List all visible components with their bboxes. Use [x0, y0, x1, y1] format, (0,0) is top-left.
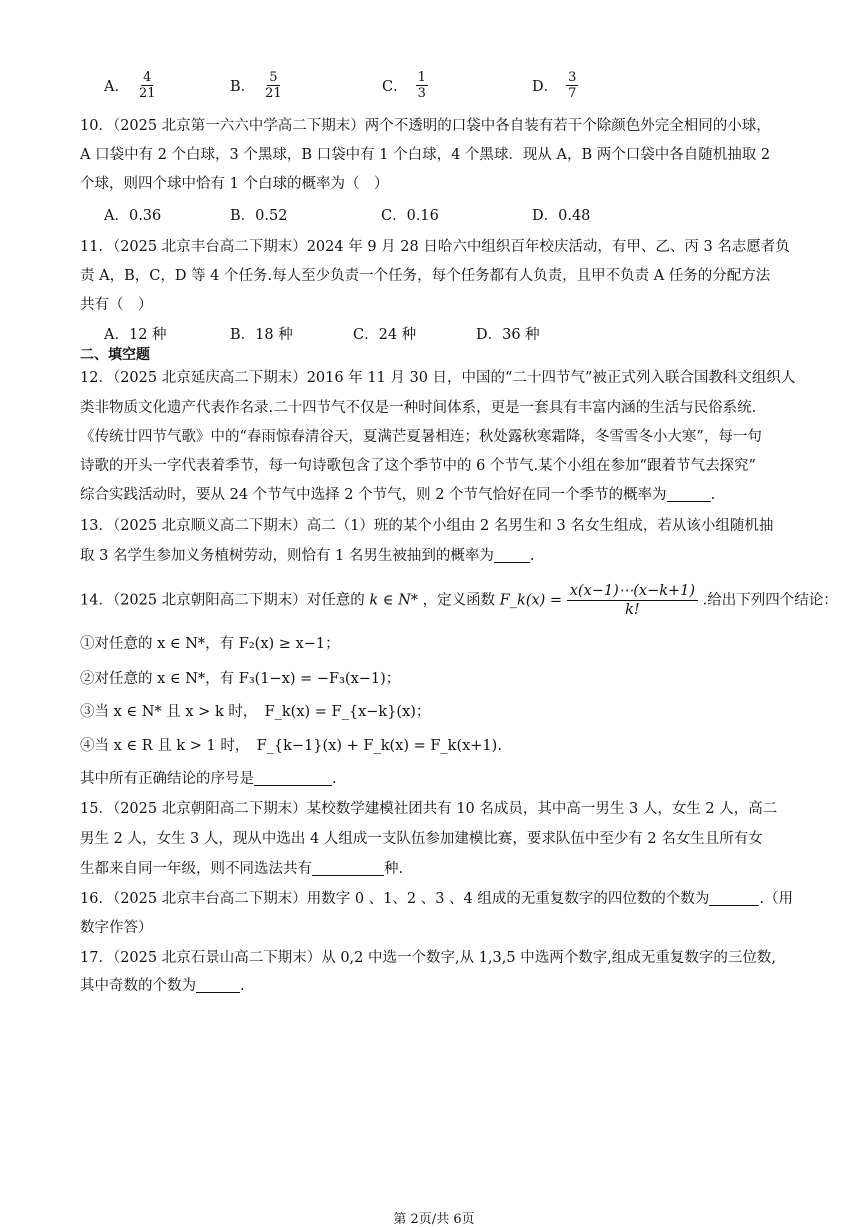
q12-line3: 《传统廿四节气歌》中的“春雨惊春清谷天，夏满芒夏暑相连；秋处露秋寒霜降，冬雪雪冬小大寒”，每一句 [80, 429, 762, 445]
option-letter: B． [230, 79, 256, 95]
answer-blank[interactable] [254, 771, 332, 786]
numerator: 4 [143, 70, 152, 85]
q13-tail: . [529, 548, 535, 564]
q16-line2: 数字作答） [80, 920, 153, 936]
q14-statement-2: ②对任意的 x ∈ N*，有 F₃(1−x) = −F₃(x−1)； [80, 671, 401, 687]
page-number: 第 2页/共 6页 [393, 1212, 475, 1227]
denominator: 3 [417, 86, 426, 101]
q13-text: 取 3 名学生参加义务植树劳动，则恰有 1 名男生被抽到的概率为 [80, 548, 494, 564]
q11-line2: 责 A，B，C，D 等 4 个任务.每人至少负责一个任务，每个任务都有人负责，且甲不负责 A 任务的分配方法 [80, 268, 771, 284]
q10-option-b[interactable]: B．0.52 [230, 208, 288, 224]
q10-option-d[interactable]: D．0.48 [532, 208, 591, 224]
q10-line3: 个球，则四个球中恰有 1 个白球的概率为（ ） [80, 176, 389, 192]
q14-ask [80, 769, 337, 789]
q10-option-a[interactable]: A．0.36 [104, 208, 162, 224]
q14-statement-4: ④当 x ∈ R 且 k > 1 时， F_{k−1}(x) + F_k(x) = F_k(x+1). [80, 738, 502, 754]
denominator: 7 [568, 86, 577, 101]
fraction [263, 70, 284, 101]
q17-line1: 17．（2025 北京石景山高二下期末）从 0,2 中选一个数字,从 1,3,5 中选两个数字,组成无重复数字的三位数, [80, 950, 776, 966]
q9-option-c[interactable] [382, 70, 428, 101]
q12-tail: . [710, 487, 716, 503]
q16-text: 16．（2025 北京丰台高二下期末）用数字 0 、1、2 、3 、4 组成的无重复数字的四位数的个数为 [80, 891, 710, 907]
option-letter: C． [382, 79, 408, 95]
option-letter: A． [104, 79, 129, 95]
numerator: 1 [417, 70, 426, 85]
q11-line3: 共有（ ） [80, 297, 153, 313]
q15-line1: 15．（2025 北京朝阳高二下期末）某校数学建模社团共有 10 名成员，其中高一男生 3 人，女生 2 人，高二 [80, 801, 778, 817]
denominator: k! [625, 602, 640, 618]
q11-option-c[interactable]: C．24 种 [353, 327, 417, 343]
q17-tail: . [240, 978, 245, 994]
q15-text: 生都来自同一年级，则不同选法共有 [80, 861, 312, 877]
q14-statement-3: ③当 x ∈ N* 且 x > k 时， F_k(x) = F_{x−k}(x)； [80, 704, 431, 720]
q12-line5 [80, 485, 715, 505]
denominator: 21 [138, 86, 156, 101]
section-heading: 二、填空题 [80, 347, 150, 363]
q16-tail: .（用 [759, 891, 793, 907]
q10-option-c[interactable]: C．0.16 [381, 208, 439, 224]
q17-text: 其中奇数的个数为 [80, 978, 196, 994]
answer-blank[interactable] [494, 548, 530, 563]
fraction [566, 70, 578, 101]
q12-line1: 12．（2025 北京延庆高二下期末）2016 年 11 月 30 日，中国的“二十四节气”被正式列入联合国教科文组织人 [80, 370, 796, 386]
numerator: 5 [269, 70, 278, 85]
q10-line1: 10．（2025 北京第一六六中学高二下期末）两个不透明的口袋中各自装有若干个除颜色外完全相同的小球， [80, 118, 771, 134]
q17-line2 [80, 976, 245, 996]
q13-line2 [80, 546, 535, 566]
answer-blank[interactable] [667, 487, 711, 502]
q9-option-b[interactable] [230, 70, 284, 101]
q9-option-d[interactable] [532, 70, 578, 101]
q12-text: 综合实践活动时，要从 24 个节气中选择 2 个节气，则 2 个节气恰好在同一个季节的概率为 [80, 487, 667, 503]
q13-line1: 13．（2025 北京顺义高二下期末）高二（1）班的某个小组由 2 名男生和 3 名女生组成，若从该小组随机抽 [80, 518, 774, 534]
q14-lhs: F_k(x) = [499, 592, 563, 609]
q14-condition: k ∈ N* [369, 592, 419, 609]
fraction [137, 70, 158, 101]
q11-line1: 11．（2025 北京丰台高二下期末）2024 年 9 月 28 日哈六中组织百年校庆活动，有甲、乙、丙 3 名志愿者负 [80, 239, 790, 255]
fraction [416, 70, 428, 101]
q14-prefix: 14．（2025 北京朝阳高二下期末）对任意的 [80, 592, 365, 609]
q14-suffix: .给出下列四个结论： [702, 592, 838, 609]
q14-mid: ，定义函数 [422, 592, 496, 609]
numerator: 3 [568, 70, 577, 85]
q14-fraction [567, 582, 698, 619]
q11-option-d[interactable]: D．36 种 [476, 327, 540, 343]
answer-blank[interactable] [196, 978, 240, 993]
q11-option-b[interactable]: B．18 种 [230, 327, 293, 343]
q15-tail: 种. [384, 861, 404, 877]
q9-options [104, 70, 664, 110]
q16-line1 [80, 889, 793, 909]
q15-line3 [80, 859, 403, 879]
numerator: x(x−1)⋯(x−k+1) [567, 582, 698, 601]
q14-stem [80, 582, 838, 619]
q14-ask-text: 其中所有正确结论的序号是 [80, 771, 254, 787]
q14-statement-1: ①对任意的 x ∈ N*，有 F₂(x) ≥ x−1； [80, 636, 340, 652]
answer-blank[interactable] [312, 861, 384, 876]
option-letter: D． [532, 79, 559, 95]
answer-blank[interactable] [709, 891, 759, 906]
q9-option-a[interactable] [104, 70, 158, 101]
q11-option-a[interactable]: A．12 种 [104, 327, 167, 343]
q10-line2: A 口袋中有 2 个白球，3 个黑球，B 口袋中有 1 个白球，4 个黑球．现从 A，B 两个口袋中各自随机抽取 2 [80, 147, 771, 163]
denominator: 21 [265, 86, 282, 101]
q15-line2: 男生 2 人，女生 3 人，现从中选出 4 人组成一支队伍参加建模比赛，要求队伍中至少有 2 名女生且所有女 [80, 831, 763, 847]
q12-line2: 类非物质文化遗产代表作名录.二十四节气不仅是一种时间体系，更是一套具有丰富内涵的生活与民俗系统. [80, 400, 757, 416]
q14-tail: . [332, 771, 337, 787]
q12-line4: 诗歌的开头一字代表着季节，每一句诗歌包含了这个季节中的 6 个节气.某个小组在参加“跟着节气去探究” [80, 458, 756, 474]
